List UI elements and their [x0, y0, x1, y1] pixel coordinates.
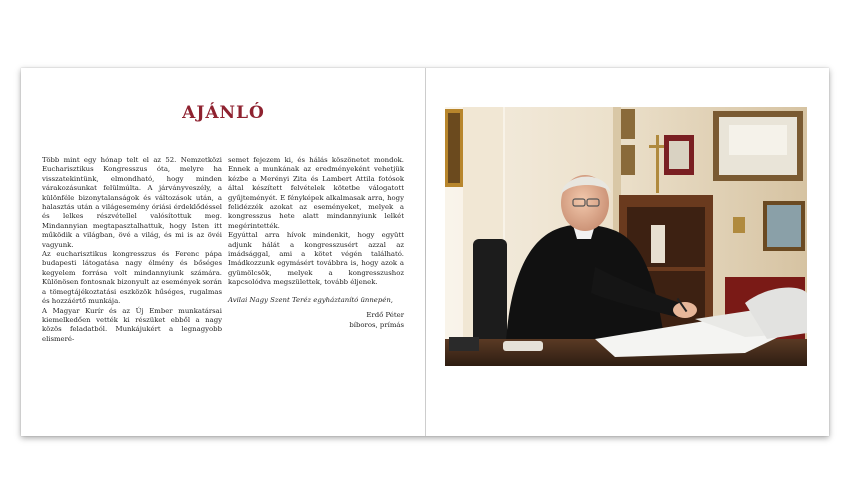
- left-page: [21, 68, 426, 436]
- paragraph: Az eucharisztikus kongresszus és Ferenc pápa budapesti látogatása nagy élmény és bőséges kegyelem forrása volt mindannyiunk számára. Különösen fontosnak bizonyult az események során a tömegtájékoztatási eszközök hűséges, rugalmas és hozzáértő munkája.: [42, 250, 222, 306]
- portrait-photo: [445, 107, 807, 366]
- right-page: [426, 68, 829, 436]
- right-text-column: [228, 156, 404, 330]
- page-title: AJÁNLÓ: [182, 103, 265, 123]
- paragraph: A Magyar Kurír és az Új Ember munkatársai kiemelkedően vették ki részüket ebből a nagy közös feladatból. Munkájukért a legnagyobb elismeré-: [42, 306, 222, 343]
- signature-name: Erdő Péter: [366, 311, 404, 320]
- paragraph: semet fejezem ki, és hálás köszönetet mondok. Ennek a munkának az eredményeként vehetjük kézbe a Merényi Zita és Lambert Attila fotósok által készített felvételek kötetbe válogatott gyűjteményét. E fényképek alkalmasak arra, hogy felidézzék azokat az eseményeket, melyek a kongresszus hete alatt mindannyiunk lelkét megérintették.: [228, 156, 404, 230]
- photo-illustration: [445, 107, 807, 366]
- paragraph: Egyúttal arra hívok mindenkit, hogy együtt adjunk hálát a kongresszusért azzal az imádsággal, ami a kötet végén található. Imádkozzunk egymásért továbbra is, hogy azok a gyümölcsök, melyek a kongresszushoz kapcsolódva megszülettek, tovább éljenek.: [228, 231, 404, 287]
- signature: [228, 311, 404, 330]
- left-text-column: [42, 156, 222, 344]
- signature-title: bíboros, prímás: [349, 320, 404, 329]
- book-spread: [21, 68, 829, 436]
- dateline: Avilai Nagy Szent Teréz egyháztanító ünnepén,: [228, 295, 393, 304]
- paragraph: Több mint egy hónap telt el az 52. Nemzetközi Eucharisztikus Kongresszus óta, melyre ha visszatekintünk, elmondható, hogy minden várakozásunkat felülmúlta. A járványveszély, a különféle bizonytalanságok és változások után, a halasztás után a világesemény óriási érdeklődéssel és lelkes részvétellel valósítottuk meg. Mindannyian megtapasztalhattuk, hogy Isten itt működik a világban, övé a világ, és mi is az övéi vagyunk.: [42, 156, 222, 249]
